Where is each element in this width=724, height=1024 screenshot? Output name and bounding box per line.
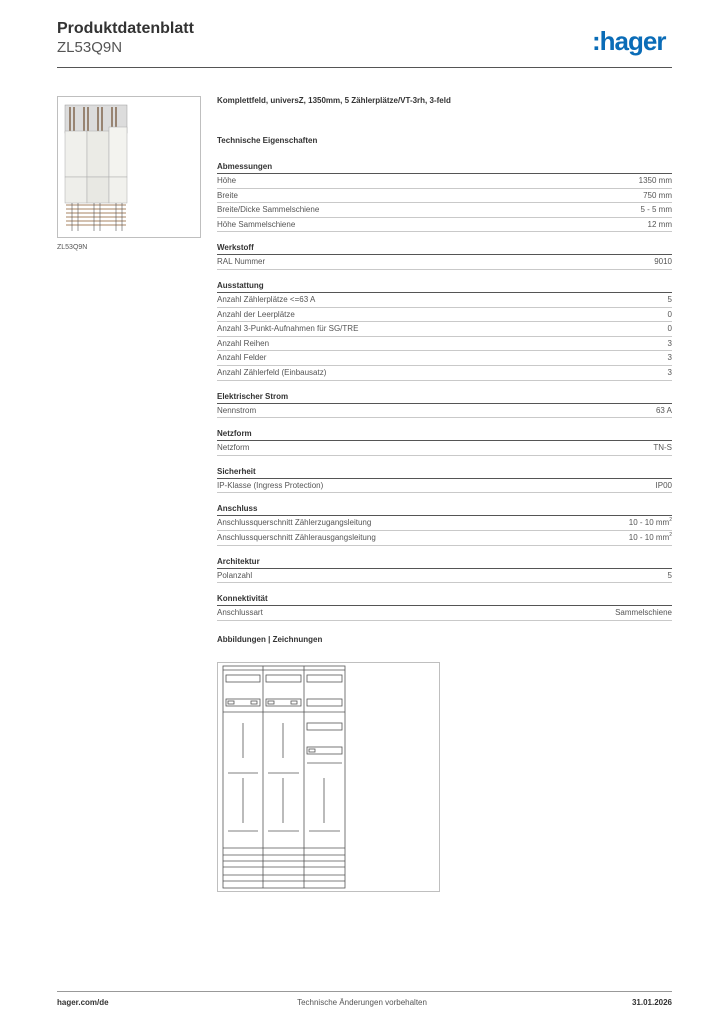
spec-value-text: IP00 xyxy=(655,480,672,490)
spec-value xyxy=(653,441,672,455)
footer-note: Technische Änderungen vorbehalten xyxy=(297,998,427,1007)
spec-section xyxy=(217,391,672,419)
section-title: Konnektivität xyxy=(217,593,672,606)
spec-section xyxy=(217,466,672,494)
spec-value-text: TN-S xyxy=(653,443,672,453)
spec-row xyxy=(217,606,672,621)
spec-value-text: 750 mm xyxy=(643,190,672,200)
spec-row xyxy=(217,337,672,352)
spec-row xyxy=(217,569,672,584)
spec-label: Anschlussart xyxy=(217,608,263,618)
spec-value-text: 3 xyxy=(667,338,672,348)
product-code: ZL53Q9N xyxy=(57,39,123,56)
spec-value xyxy=(668,322,672,336)
drawing-svg xyxy=(218,663,439,891)
section-title: Netzform xyxy=(217,428,672,441)
product-description: Komplettfeld, universZ, 1350mm, 5 Zählerplätze/VT-3rh, 3-feld xyxy=(217,96,451,105)
spec-row xyxy=(217,255,672,270)
spec-value-text: 0 xyxy=(667,309,672,319)
footer-date: 31.01.2026 xyxy=(631,998,672,1007)
spec-value xyxy=(629,531,672,545)
spec-section xyxy=(217,428,672,456)
spec-label: Anschlussquerschnitt Zählerzugangsleitung xyxy=(217,518,372,528)
spec-row xyxy=(217,531,672,546)
spec-value xyxy=(639,174,672,188)
spec-value xyxy=(640,203,672,217)
spec-value-text: Sammelschiene xyxy=(615,608,672,618)
spec-value xyxy=(656,404,672,418)
spec-label: Netzform xyxy=(217,443,250,453)
spec-label: Anzahl 3-Punkt-Aufnahmen für SG/TRE xyxy=(217,324,359,334)
spec-value-text: 10 - 10 mm xyxy=(628,518,670,528)
spec-value-text: 5 xyxy=(667,294,672,304)
spec-label: Breite xyxy=(217,190,238,200)
spec-row xyxy=(217,366,672,381)
spec-label: Anschlussquerschnitt Zählerausgangsleitung xyxy=(217,532,376,542)
spec-section xyxy=(217,242,672,270)
spec-value-text: 12 mm xyxy=(647,219,672,229)
section-title: Anschluss xyxy=(217,503,672,516)
section-title: Elektrischer Strom xyxy=(217,391,672,404)
header-divider xyxy=(57,67,672,68)
spec-value xyxy=(629,516,672,530)
spec-label: Anzahl Zählerplätze <=63 A xyxy=(217,294,316,304)
section-title: Ausstattung xyxy=(217,280,672,293)
spec-sections xyxy=(217,161,672,621)
spec-label: Höhe xyxy=(217,176,237,185)
spec-label: Höhe Sammelschiene xyxy=(217,219,296,229)
hager-logo xyxy=(592,27,676,57)
spec-value xyxy=(668,308,672,322)
spec-value-text: 10 - 10 mm xyxy=(628,532,670,542)
spec-row xyxy=(217,203,672,218)
tech-properties-title: Technische Eigenschaften xyxy=(217,136,318,145)
product-image xyxy=(57,96,201,238)
spec-section xyxy=(217,161,672,232)
spec-value xyxy=(668,366,672,380)
spec-value-text: 63 A xyxy=(655,405,672,415)
section-title: Werkstoff xyxy=(217,242,672,255)
spec-row xyxy=(217,174,672,189)
spec-row xyxy=(217,516,672,531)
spec-value-superscript: 2 xyxy=(669,517,672,524)
spec-section xyxy=(217,556,672,584)
drawings-title: Abbildungen | Zeichnungen xyxy=(217,634,323,644)
spec-label: Anzahl Zählerfeld (Einbausatz) xyxy=(217,367,327,377)
spec-row xyxy=(217,351,672,366)
footer-divider xyxy=(57,991,672,992)
spec-value-text: 5 xyxy=(667,570,672,580)
spec-value xyxy=(668,351,672,365)
section-title: Sicherheit xyxy=(217,466,672,479)
spec-value xyxy=(668,337,672,351)
spec-label: Polanzahl xyxy=(217,570,253,580)
spec-value xyxy=(668,293,672,307)
spec-label: IP-Klasse (Ingress Protection) xyxy=(217,480,324,490)
spec-row xyxy=(217,293,672,308)
spec-row xyxy=(217,441,672,456)
spec-value xyxy=(615,606,672,620)
spec-label: Anzahl Reihen xyxy=(217,338,270,348)
spec-label: Nennstrom xyxy=(217,405,257,415)
spec-value xyxy=(656,479,672,493)
spec-value-text: 3 xyxy=(667,367,672,377)
page-title: Produktdatenblatt xyxy=(57,20,194,37)
spec-row xyxy=(217,218,672,233)
image-caption: ZL53Q9N xyxy=(57,244,88,251)
spec-label: Anzahl Felder xyxy=(217,353,267,363)
technical-drawing xyxy=(217,662,440,892)
spec-row xyxy=(217,479,672,494)
spec-row xyxy=(217,404,672,419)
spec-label: Anzahl der Leerplätze xyxy=(217,309,295,319)
footer-website[interactable]: hager.com/de xyxy=(57,998,109,1007)
spec-value-text: 1350 mm xyxy=(638,176,672,185)
spec-value-superscript: 2 xyxy=(669,531,672,538)
spec-value xyxy=(654,255,672,269)
spec-label: RAL Nummer xyxy=(217,257,266,267)
spec-value xyxy=(668,569,672,583)
spec-value-text: 3 xyxy=(667,353,672,363)
spec-value xyxy=(643,189,672,203)
spec-section xyxy=(217,280,672,381)
section-title: Architektur xyxy=(217,556,672,569)
spec-value-text: 5 - 5 mm xyxy=(640,205,672,215)
spec-row xyxy=(217,189,672,204)
spec-section xyxy=(217,503,672,545)
enclosure-photo xyxy=(58,97,200,237)
spec-row xyxy=(217,308,672,323)
section-title: Abmessungen xyxy=(217,161,672,174)
spec-content xyxy=(217,96,672,647)
spec-row xyxy=(217,322,672,337)
spec-value-text: 9010 xyxy=(654,257,672,267)
spec-value xyxy=(648,218,672,232)
logo-text: :hager xyxy=(592,27,666,56)
spec-label: Breite/Dicke Sammelschiene xyxy=(217,205,320,215)
spec-section xyxy=(217,593,672,621)
spec-value-text: 0 xyxy=(667,324,672,334)
